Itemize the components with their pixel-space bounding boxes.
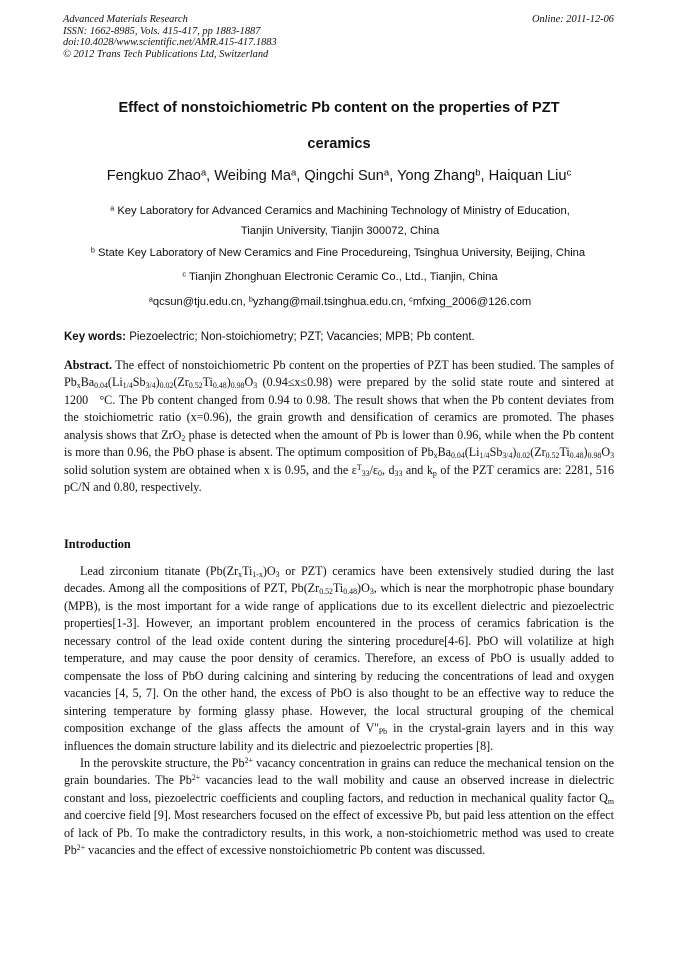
keywords-label: Key words: — [64, 331, 126, 343]
author: Weibing Ma$^a$, — [214, 167, 305, 184]
affiliation-c: $^c$ Tianjin Zhonghuan Electronic Ceramic Co., Ltd., Tianjin, China — [182, 269, 498, 283]
journal-header — [63, 14, 614, 60]
title-line-1: Effect of nonstoichiometric Pb content on the properties of PZT — [118, 100, 560, 116]
journal-name: Advanced Materials Research — [63, 14, 188, 25]
keywords-text: Piezoelectric; Non-stoichiometry; PZT; Vacancies; MPB; Pb content. — [126, 331, 475, 343]
email-list: $^a$qcsun@tju.edu.cn, $^b$yzhang@mail.tsinghua.edu.cn, $^c$mfxing_2006@126.com — [148, 294, 532, 308]
section-heading-introduction: Introduction — [64, 537, 131, 551]
doi: doi:10.4028/www.scientific.net/AMR.415-417.1883 — [63, 37, 277, 49]
affiliation-a: $^a$ Key Laboratory for Advanced Ceramics and Machining Technology of Ministry of Education, Tianjin University, Tianjin 300072, China — [110, 203, 570, 237]
online-date: Online: 2011-12-06 — [531, 14, 614, 25]
issn: ISSN: 1662-8985, Vols. 415-417, pp 1883-1887 — [63, 25, 261, 37]
title-line-2: ceramics — [307, 136, 371, 152]
author: Qingchi Sun$^a$, — [304, 167, 398, 184]
copyright: © 2012 Trans Tech Publications Ltd, Switzerland — [63, 48, 269, 60]
author: Haiquan Liu$^c$ — [488, 167, 572, 184]
affiliation-b: $^b$ State Key Laboratory of New Ceramics and Fine Procedureing, Tsinghua University, Beijing, China — [90, 245, 586, 259]
abstract-label: Abstract. — [64, 358, 113, 372]
abstract: Abstract. The effect of nonstoichiometric Pb content on the properties of PZT has been studied. The samples of $Pb_xBa_{0.04}(Li_{1/4}Sb_{3/4})_{0.02}(Zr_{0.52}Ti_{0.48})_{0.98}O_3$ (0.94≤x≤0.98) were prepared by the solid state route and sintered at 1200 °C. The Pb content changed from 0.94 to 0.98. The result shows that when the Pb content deviates from the stoichiometric ratio (x=0.96), the grain growth and densification of ceramics are promoted. The phases analysis shows that ZrO$_2$ phase is detected when the amount of Pb is lower than 0.96, while when the Pb content is more than 0.96, the PbO phase is absent. The optimum composition of $Pb_xBa_{0.04}(Li_{1/4}Sb_{3/4})_{0.02}(Zr_{0.52}Ti_{0.48})_{0.98}O_3$ solid solution system are obtained when x is 0.95, and the $\varepsilon^T_{33}/\varepsilon_0$, $d_{33}$ and $k_p$ of the PZT ceramics are: 2281, 516 pC/N and 0.80, respectively. — [64, 358, 614, 495]
author: Yong Zhang$^b$, — [397, 167, 489, 184]
author: Fengkuo Zhao$^a$, — [106, 167, 215, 184]
introduction-text: Lead zirconium titanate ($Pb(Zr_xTi_{1-x})O_3$ or PZT) ceramics have been extensively studied during the last decades. Among all the compositions of PZT, $Pb(Zr_{0.52}Ti_{0.48})O_3$, which is near the morphotropic phase boundary (MPB), is the most important for a wide range of applications due to its excellent dielectric and piezoelectric properties[1-3]. However, an important problem encountered in the process of ceramics fabrication is the necessary control of the lead oxide content during the sintering procedure[4-6]. PbO will volatilize at high temperature, and may cause the poor density of ceramics. Therefore, an excess of PbO is usually added to compensate the loss of PbO during calcining and sintering by reducing the concentrations of lead and oxygen vacancies [4, 5, 7]. On the other hand, the excess of PbO is also thought to be an effective way to reduce the sintering temperature by forming glassy phase. However, the local structural grouping of the chemical composition exchange of the glass affects the amount of $V''_{Pb}$ in the crystal-grain layers and in this way influences the domain structure lability and its dielectric and piezoelectric properties [8]. In the perovskite structure, the $Pb^{2+}$ vacancy concentration in grains can reduce the mechanical tension on the grain boundaries. The $Pb^{2+}$ vacancies lead to the wall mobility and cause an observed increase in dielectric constant and loss, piezoelectric coefficients and coupling factors, and reduction in mechanical quality factor $Q_m$ and coercive field [9]. Most researchers focused on the effect of excessive Pb, but paid less attention on the effect of lack of Pb. To make the contradictory results, in this work, a non-stoichiometric method was used to create $Pb^{2+}$ vacancies and the effect of excessive nonstoichiometric Pb content was discussed. — [64, 564, 615, 858]
keywords — [64, 331, 618, 343]
paper-title — [60, 90, 618, 162]
author-list — [40, 166, 638, 186]
